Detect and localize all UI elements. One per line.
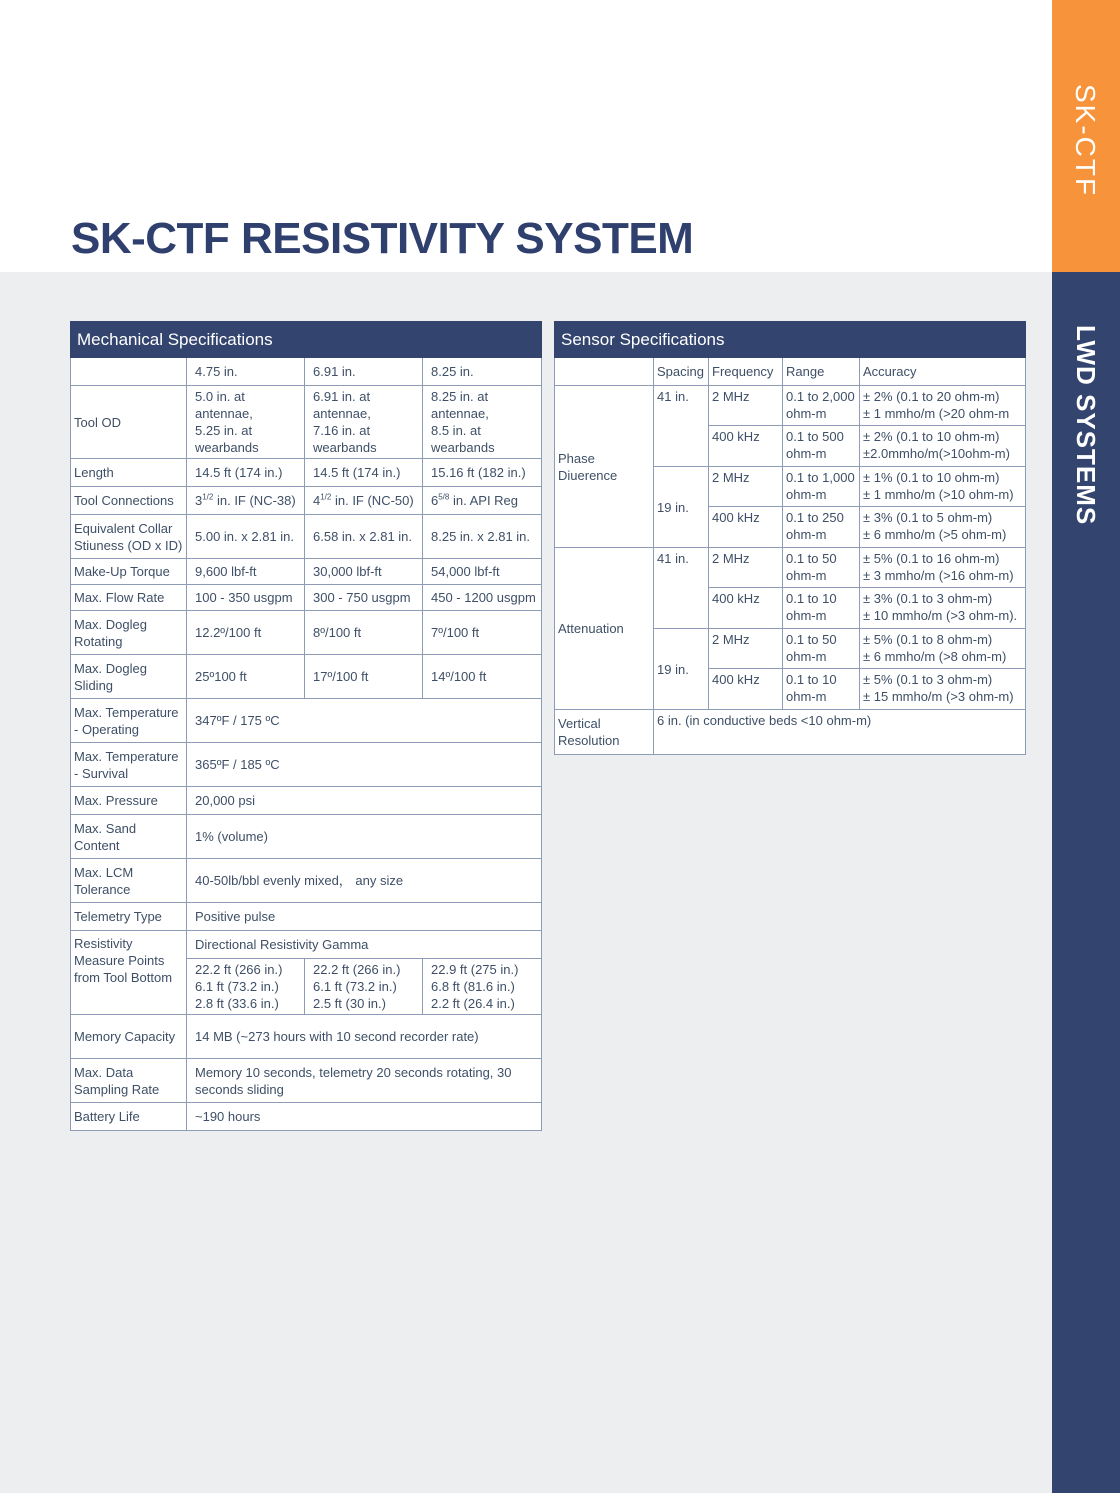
text-line: 8.5 in. at [431,423,481,438]
range-cell: 0.1 to 50 ohm-m [783,629,860,669]
sand-value: 1% (volume) [187,815,542,859]
measure-points-cell-1 [187,959,305,1015]
length-cell-3: 15.16 ft (182 in.) [423,459,542,487]
text-line: 2.5 ft (30 in.) [313,996,386,1011]
row-label-telemetry-type: Telemetry Type [71,903,187,931]
connections-cell-2 [305,487,423,515]
row-label-equivalent-collar: Equivalent Collar Stiuness (OD x ID) [71,515,187,559]
text-line: antennae, [195,406,253,421]
text-line: 2.2 ft (26.4 in.) [431,996,515,1011]
accuracy-cell [860,386,1026,426]
text: 3 [195,493,203,508]
text-line: ± 3 mmho/m (>16 ohm-m) [863,568,1014,583]
row-label-tool-connections: Tool Connections [71,487,187,515]
memory-value: 14 MB (~273 hours with 10 second recorder rate) [187,1015,542,1059]
frequency-cell: 400 kHz [709,669,783,710]
sidebar-section-label: LWD SYSTEMS [1071,325,1101,526]
range-cell: 0.1 to 10 ohm-m [783,588,860,629]
temp-operating-value: 347ºF / 175 ºC [187,699,542,743]
range-cell: 0.1 to 2,000 ohm-m [783,386,860,426]
accuracy-cell [860,588,1026,629]
frequency-cell: 400 kHz [709,588,783,629]
row-label-tool-od: Tool OD [71,386,187,459]
lcm-value: 40-50lb/bbl evenly mixed， any size [187,859,542,903]
dogleg-rotating-cell-1: 12.2º/100 ft [187,611,305,655]
page-title: SK-CTF RESISTIVITY SYSTEM [71,214,694,263]
text-line: antennae, [313,406,371,421]
text-line: ± 15 mmho/m (>3 ohm-m) [863,689,1014,704]
text-line: ± 6 mmho/m (>5 ohm-m) [863,527,1007,542]
sensor-specifications-table [554,321,1026,755]
spacing-cell: 19 in. [654,629,709,710]
superscript-fraction: 5/8 [438,492,450,502]
text: in. IF (NC-50) [331,493,414,508]
accuracy-cell [860,669,1026,710]
superscript-fraction: 1/2 [202,492,214,502]
tool-od-cell-2 [305,386,423,459]
row-label-dogleg-rotating: Max. Dogleg Rotating [71,611,187,655]
text: in. IF (NC-38) [213,493,296,508]
measure-points-header: Directional Resistivity Gamma [187,931,542,959]
torque-cell-2: 30,000 lbf-ft [305,559,423,585]
accuracy-cell [860,426,1026,467]
battery-value: ~190 hours [187,1103,542,1131]
row-label-temp-survival: Max. Temperature - Survival [71,743,187,787]
text-line: wearbands [313,440,377,455]
frequency-cell: 2 MHz [709,467,783,507]
length-cell-2: 14.5 ft (174 in.) [305,459,423,487]
accuracy-cell [860,629,1026,669]
row-label-vertical-resolution: Vertical Resolution [555,710,654,755]
frequency-cell: 2 MHz [709,629,783,669]
text-line: ± 1 mmho/m (>10 ohm-m) [863,487,1014,502]
superscript-fraction: 1/2 [320,492,332,502]
row-label-memory-capacity: Memory Capacity [71,1015,187,1059]
text-line: 6.91 in. at [313,389,371,404]
collar-cell-3: 8.25 in. x 2.81 in. [423,515,542,559]
text-line: 6.1 ft (73.2 in.) [313,979,397,994]
text-line: ± 3% (0.1 to 5 ohm-m) [863,510,993,525]
text-line: 8.25 in. at [431,389,489,404]
row-label-sand-content: Max. Sand Content [71,815,187,859]
row-label-max-pressure: Max. Pressure [71,787,187,815]
flow-cell-2: 300 - 750 usgpm [305,585,423,611]
frequency-cell: 400 kHz [709,507,783,548]
telemetry-value: Positive pulse [187,903,542,931]
length-cell-1: 14.5 ft (174 in.) [187,459,305,487]
row-label-make-up-torque: Make-Up Torque [71,559,187,585]
text: 4 [313,493,321,508]
sidebar-product-label: SK-CTF [1070,84,1101,198]
text-line: 6.8 ft (81.6 in.) [431,979,515,994]
text-line: ± 2% (0.1 to 20 ohm-m) [863,389,1000,404]
row-label-length: Length [71,459,187,487]
text-line: 22.9 ft (275 in.) [431,962,519,977]
text-line: wearbands [431,440,495,455]
empty-cell [71,358,187,386]
group-label-phase: Phase Diuerence [555,386,654,548]
row-label-battery-life: Battery Life [71,1103,187,1131]
text: 6 [431,493,439,508]
text-line: 2.8 ft (33.6 in.) [195,996,279,1011]
mechanical-specifications-table [70,321,542,1131]
text-line: ± 1 mmho/m (>20 ohm-m [863,406,1010,421]
accuracy-cell [860,548,1026,588]
text-line: 5.25 in. at [195,423,253,438]
frequency-cell: 2 MHz [709,548,783,588]
accuracy-cell [860,467,1026,507]
text-line: 7.16 in. at [313,423,371,438]
column-header-accuracy: Accuracy [860,358,1026,386]
sensor-heading: Sensor Specifications [555,322,1026,358]
row-label-measure-points: Resistivity Measure Points from Tool Bottom [71,931,187,1015]
spacing-cell: 41 in. [654,548,709,629]
measure-points-cell-3 [423,959,542,1015]
range-cell: 0.1 to 10 ohm-m [783,669,860,710]
collar-cell-2: 6.58 in. x 2.81 in. [305,515,423,559]
text-line: ± 5% (0.1 to 8 ohm-m) [863,632,993,647]
size-header-3: 8.25 in. [423,358,542,386]
text-line: 22.2 ft (266 in.) [313,962,401,977]
connections-cell-1 [187,487,305,515]
vertical-resolution-value: 6 in. (in conductive beds <10 ohm-m) [654,710,1026,755]
flow-cell-1: 100 - 350 usgpm [187,585,305,611]
row-label-temp-operating: Max. Temperature - Operating [71,699,187,743]
temp-survival-value: 365ºF / 185 ºC [187,743,542,787]
empty-cell [555,358,654,386]
collar-cell-1: 5.00 in. x 2.81 in. [187,515,305,559]
dogleg-rotating-cell-3: 7º/100 ft [423,611,542,655]
range-cell: 0.1 to 500 ohm-m [783,426,860,467]
group-label-attenuation: Attenuation [555,548,654,710]
size-header-2: 6.91 in. [305,358,423,386]
text: in. API Reg [449,493,519,508]
dogleg-sliding-cell-2: 17º/100 ft [305,655,423,699]
text-line: ± 5% (0.1 to 3 ohm-m) [863,672,993,687]
text-line: 6.1 ft (73.2 in.) [195,979,279,994]
size-header-1: 4.75 in. [187,358,305,386]
row-label-data-sampling-rate: Max. Data Sampling Rate [71,1059,187,1103]
mechanical-heading: Mechanical Specifications [71,322,542,358]
dogleg-rotating-cell-2: 8º/100 ft [305,611,423,655]
spacing-cell: 41 in. [654,386,709,467]
column-header-frequency: Frequency [709,358,783,386]
row-label-max-flow-rate: Max. Flow Rate [71,585,187,611]
row-label-lcm-tolerance: Max. LCM Tolerance [71,859,187,903]
text-line: ± 1% (0.1 to 10 ohm-m) [863,470,1000,485]
frequency-cell: 400 kHz [709,426,783,467]
dogleg-sliding-cell-1: 25º100 ft [187,655,305,699]
text-line: ± 10 mmho/m (>3 ohm-m). [863,608,1018,623]
column-header-range: Range [783,358,860,386]
text-line: ± 3% (0.1 to 3 ohm-m) [863,591,993,606]
spacing-cell: 19 in. [654,467,709,548]
connections-cell-3 [423,487,542,515]
text-line: wearbands [195,440,259,455]
torque-cell-1: 9,600 lbf-ft [187,559,305,585]
text-line: ±2.0mmho/m(>10ohm-m) [863,446,1010,461]
text-line: antennae, [431,406,489,421]
text-line: ± 2% (0.1 to 10 ohm-m) [863,429,1000,444]
frequency-cell: 2 MHz [709,386,783,426]
pressure-value: 20,000 psi [187,787,542,815]
tool-od-cell-3 [423,386,542,459]
flow-cell-3: 450 - 1200 usgpm [423,585,542,611]
range-cell: 0.1 to 50 ohm-m [783,548,860,588]
measure-points-cell-2 [305,959,423,1015]
accuracy-cell [860,507,1026,548]
tool-od-cell-1 [187,386,305,459]
range-cell: 0.1 to 1,000 ohm-m [783,467,860,507]
range-cell: 0.1 to 250 ohm-m [783,507,860,548]
column-header-spacing: Spacing [654,358,709,386]
torque-cell-3: 54,000 lbf-ft [423,559,542,585]
row-label-dogleg-sliding: Max. Dogleg Sliding [71,655,187,699]
text-line: 5.0 in. at [195,389,245,404]
sampling-value: Memory 10 seconds, telemetry 20 seconds rotating, 30 seconds sliding [187,1059,542,1103]
text-line: ± 5% (0.1 to 16 ohm-m) [863,551,1000,566]
dogleg-sliding-cell-3: 14º/100 ft [423,655,542,699]
text-line: 22.2 ft (266 in.) [195,962,283,977]
text-line: ± 6 mmho/m (>8 ohm-m) [863,649,1007,664]
